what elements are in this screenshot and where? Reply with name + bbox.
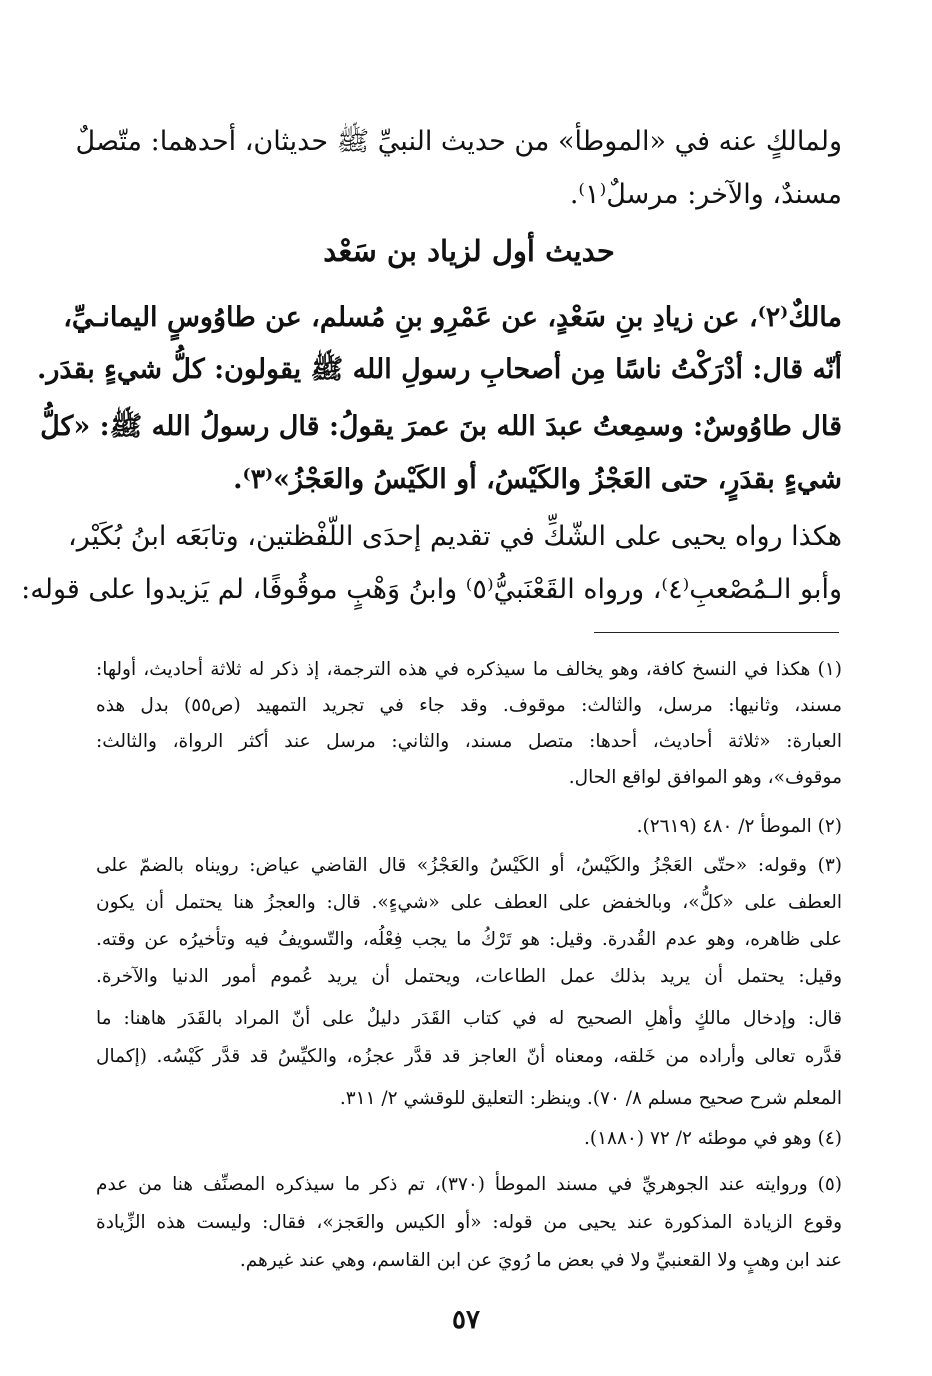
hadith-line-1: مالكٌ⁽٢⁾، عن زيادِ بنِ سَعْدٍ، عن عَمْرِو بنِ مُسلم، عن طاوُوسٍ اليمانـيِّ، [63,302,842,333]
footnote-3-line-3: على ظاهره، وهو عدم القُدرة. وقيل: هو تَرْكُ ما يجب فِعْلُه، والتّسويفُ فيه وتأخيرُه عن وقته. [96,929,842,950]
footnote-5-line-1: (٥) وروايته عند الجوهريِّ في مسند الموطأ (٣٧٠)، تم ذكر ما سيذكره المصنِّف هنا من عدم [96,1174,842,1195]
hadith-line-2: أنّه قال: أدْرَكْتُ ناسًا مِن أصحابِ رسولِ الله ﷺ يقولون: كلُّ شيءٍ بقدَر. [36,354,842,385]
footnote-3-line-1: (٣) وقوله: «حتّى العَجْزُ والكَيْسُ، أو الكَيْسُ والعَجْزُ» قال القاضي عياض: رويناه بالضمّ على [96,855,842,876]
footnote-3-line-2: العطف على «كلُّ»، وبالخفض على العطف على «شيءٍ». قال: والعجزُ هنا يحتمل أن يكون [96,892,842,913]
footnote-1-line-3: العبارة: «ثلاثة أحاديث، أحدها: متصل مسند، والثاني: مرسل عند أكثر الرواة، والثالث: [96,731,842,752]
commentary-line-1: هكذا رواه يحيى على الشّكِّ في تقديم إحدَى اللّفْظتين، وتابَعَه ابنُ بُكَيْر، [68,521,842,552]
footnote-3-line-7: المعلم شرح صحيح مسلم ٨/ ٧٠). وينظر: التعليق للوقشي ٢/ ٣١١. [339,1088,842,1109]
footnote-5-line-2: وقوع الزيادة المذكورة عند يحيى من قوله: «أو الكيس والعَجز»، فقال: وليست هذه الزِّيادة [96,1212,842,1233]
footnote-1-line-4: موقوف»، وهو الموافق لواقع الحال. [568,767,842,788]
footnote-3-line-6: قدَّره تعالى وأراده من خَلقه، ومعناه أنّ العاجز قد قدَّر عجزُه، والكيِّسُ قد قدَّر كَيْسُه. (إكمال [96,1046,842,1067]
footnote-2: (٢) الموطأ ٢/ ٤٨٠ (٢٦١٩). [636,816,842,837]
footnote-3-line-5: قال: وإدخال مالكٍ وأهلِ الصحيح له في كتاب القَدَر دليلٌ على أنّ المراد بالقَدَر هاهنا: ما [96,1008,842,1029]
footnote-3-line-4: وقيل: يحتمل أن يريد بذلك عمل الطاعات، ويحتمل أن يريد عُموم أمور الدنيا والآخرة. [96,966,842,987]
footnote-1-line-1: (١) هكذا في النسخ كافة، وهو يخالف ما سيذكره في هذه الترجمة، إذ ذكر له ثلاثة أحاديث، أولها: [96,659,842,680]
intro-line-1: ولمالكٍ عنه في «الموطأ» من حديث النبيِّ ﷺ حديثان، أحدهما: متّصلٌ [75,126,842,157]
hadith-line-4: شيءٍ بقدَرٍ، حتى العَجْزُ والكَيْسُ، أو الكَيْسُ والعَجْزُ»⁽٣⁾. [233,464,842,495]
footnote-5-line-3: عند ابن وهبٍ ولا القعنبيِّ ولا في بعض ما رُويَ عن ابن القاسم، وهي عند غيرهم. [239,1250,842,1271]
footnote-4: (٤) وهو في موطئه ٢/ ٧٢ (١٨٨٠). [583,1128,842,1149]
section-title: حديث أول لزياد بن سَعْد [323,234,615,268]
page-number: ٥٧ [452,1305,480,1335]
footnote-1-line-2: مسند، وثانيها: مرسل، والثالث: موقوف. وقد جاء في تجريد التمهيد (ص٥٥) بدل هذه [96,695,842,716]
intro-line-2: مسندٌ، والآخر: مرسلٌ⁽١⁾. [569,179,842,210]
footnote-separator [594,632,839,633]
hadith-line-3: قال طاوُوسٌ: وسمِعتُ عبدَ الله بنَ عمرَ يقولُ: قال رسولُ الله ﷺ: «كلُّ [40,411,842,442]
commentary-line-2: وأبو الـمُصْعبِ⁽٤⁾، ورواه القَعْنَبيُّ⁽٥⁾ وابنُ وَهْبٍ موقُوفًا، لم يَزيدوا على قوله: [21,574,842,605]
